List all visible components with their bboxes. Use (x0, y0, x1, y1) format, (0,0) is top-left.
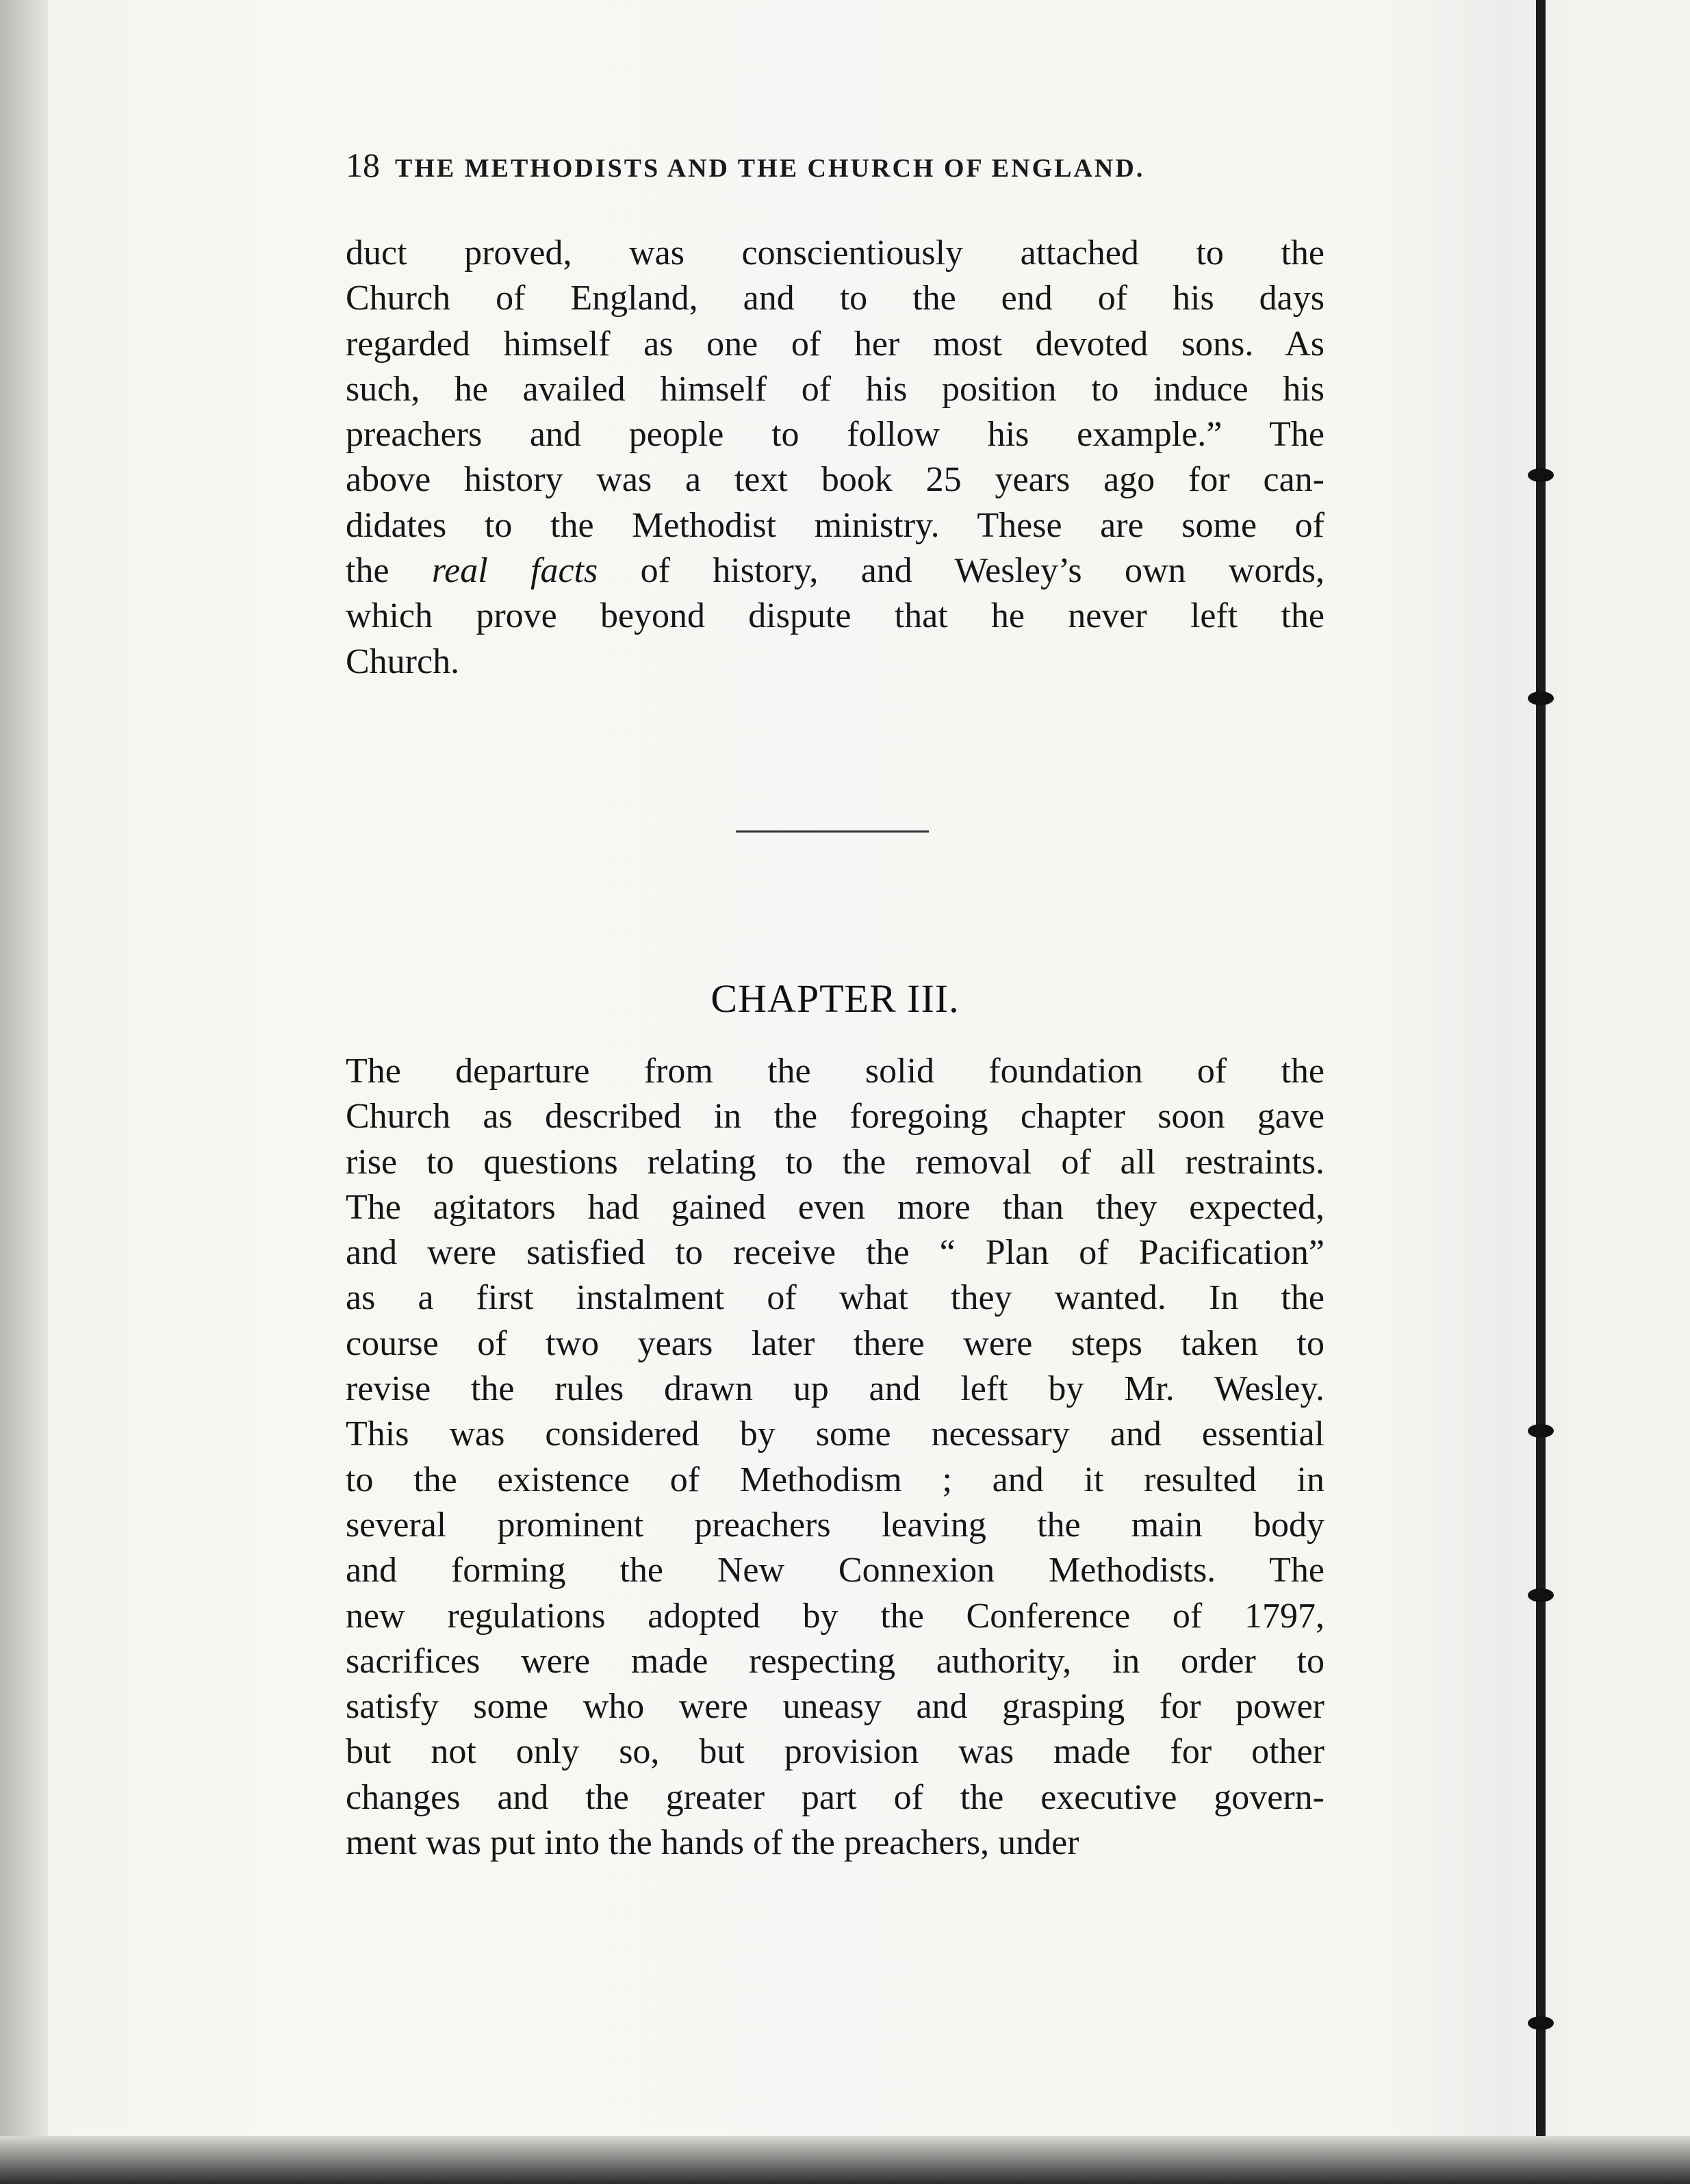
text-line: Church as described in the foregoing chapter soon gave (346, 1097, 1324, 1137)
text-line: didates to the Methodist ministry. These are some of (346, 505, 1324, 545)
section-rule (736, 830, 929, 833)
chapter-heading: CHAPTER III. (710, 976, 960, 1021)
page-gutter-shadow (0, 0, 48, 2184)
text-line: course of two years later there were steps taken to (346, 1323, 1324, 1363)
text-line: rise to questions relating to the removal of all restraints. (346, 1142, 1324, 1182)
text-line: the real facts of history, and Wesley’s own words, (346, 551, 1324, 591)
text-line: such, he availed himself of his position to induce his (346, 369, 1324, 409)
text-line: regarded himself as one of her most devoted sons. As (346, 324, 1324, 364)
text-line: and forming the New Connexion Methodists. The (346, 1551, 1324, 1590)
text-line: changes and the greater part of the executive govern- (346, 1777, 1324, 1817)
binding-stitch (1528, 1588, 1554, 1602)
running-head (346, 145, 1318, 185)
chapter-paragraph (346, 1049, 1324, 1866)
text-line: The departure from the solid foundation of the (346, 1052, 1324, 1091)
binding-stitch (1528, 468, 1554, 482)
text-line: above history was a text book 25 years ago for can- (346, 460, 1324, 500)
text-line: several prominent preachers leaving the main body (346, 1505, 1324, 1545)
text-line: ment was put into the hands of the preachers, under (346, 1823, 1079, 1863)
text-line: satisfy some who were uneasy and grasping for power (346, 1687, 1324, 1727)
running-title: THE METHODISTS AND THE CHURCH OF ENGLAND. (395, 154, 1145, 183)
text-line: sacrifices were made respecting authority, in order to (346, 1641, 1324, 1681)
text-line: as a first instalment of what they wanted. In the (346, 1278, 1324, 1318)
text-line: new regulations adopted by the Conference of 1797, (346, 1596, 1324, 1636)
text-line: Church of England, and to the end of his days (346, 279, 1324, 318)
text-line: Church. (346, 642, 460, 681)
binding-stitch (1528, 691, 1554, 705)
paragraph-continued (346, 231, 1324, 685)
text-line: which prove beyond dispute that he never left the (346, 596, 1324, 636)
text-line: and were satisfied to receive the “ Plan of Pacification” (346, 1233, 1324, 1273)
binding-stitch (1528, 2016, 1554, 2030)
text-line: The agitators had gained even more than they expected, (346, 1187, 1324, 1227)
text-line: but not only so, but provision was made for other (346, 1732, 1324, 1772)
page-bottom-edge (0, 2136, 1690, 2184)
text-line: This was considered by some necessary and essential (346, 1414, 1324, 1454)
text-line: to the existence of Methodism ; and it resulted in (346, 1460, 1324, 1499)
text-line: revise the rules drawn up and left by Mr. Wesley. (346, 1369, 1324, 1409)
page-number: 18 (346, 146, 380, 184)
text-line: preachers and people to follow his example.” The (346, 415, 1324, 455)
binding-stitch (1528, 1424, 1554, 1438)
binding-thread (1536, 0, 1546, 2136)
text-line: duct proved, was conscientiously attached to the (346, 233, 1324, 272)
